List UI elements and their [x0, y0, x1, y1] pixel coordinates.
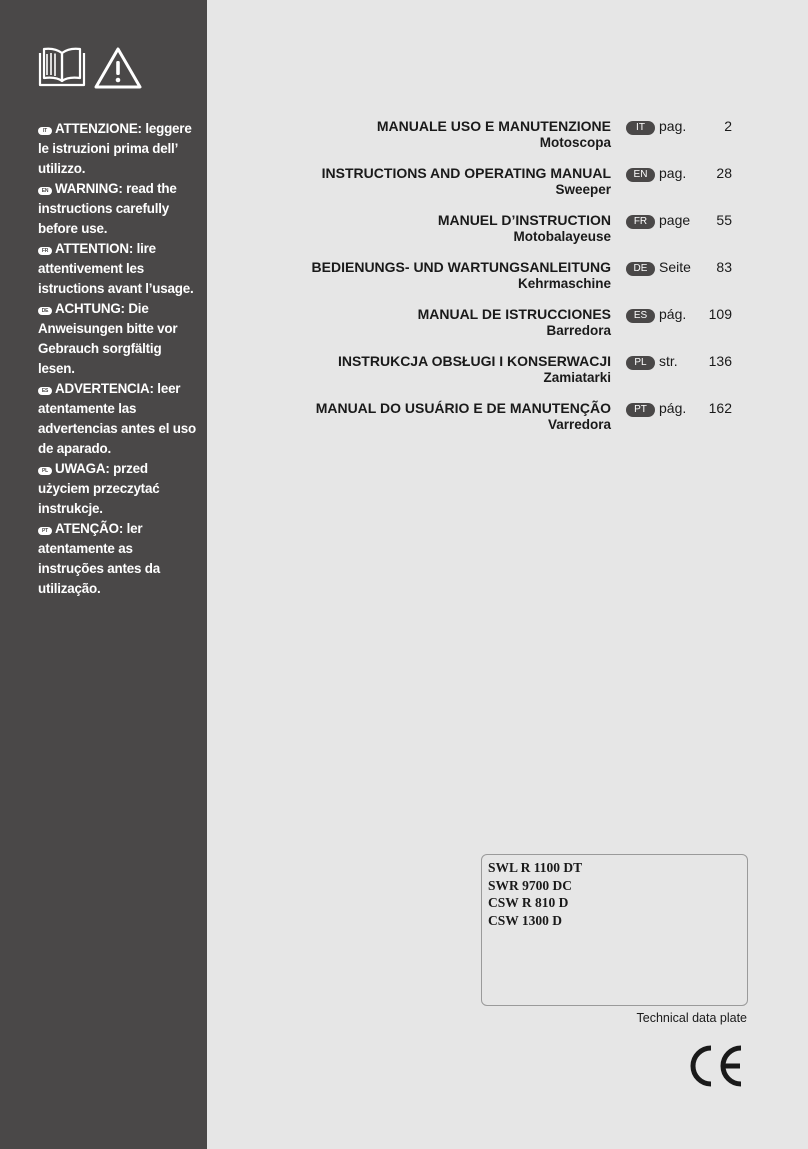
warning-text: UWAGA: przed użyciem przeczytać instrukcje.	[38, 461, 160, 516]
language-badge: PT	[626, 403, 655, 417]
warning-text: ATENÇÃO: ler atentamente as instruções antes da utilização.	[38, 521, 160, 596]
header-icons	[36, 45, 142, 89]
warning-pl	[38, 459, 200, 519]
warning-es	[38, 379, 200, 459]
warning-text: ACHTUNG: Die Anweisungen bitte vor Gebrauch sorgfältig lesen.	[38, 301, 178, 376]
table-of-contents	[290, 118, 750, 447]
warning-text: ATTENZIONE: leggere le istruzioni prima dell’ utilizzo.	[38, 121, 192, 176]
language-badge: DE	[626, 262, 655, 276]
model-name: SWL R 1100 DT	[488, 860, 583, 875]
warning-pt	[38, 519, 200, 599]
page-number: 162	[708, 400, 732, 416]
technical-data-plate	[481, 854, 748, 1006]
page-number: 2	[724, 118, 732, 134]
warning-text: ATTENTION: lire attentivement les istructions avant l’usage.	[38, 241, 194, 296]
page-number: 55	[716, 212, 732, 228]
flag-icon: DE	[38, 307, 52, 315]
page-number: 136	[708, 353, 732, 369]
model-list	[488, 859, 582, 929]
flag-icon: IT	[38, 127, 52, 135]
page-label: page	[659, 212, 691, 228]
page-label: str.	[659, 353, 678, 369]
toc-title: MANUAL DE ISTRUCCIONES	[417, 306, 611, 322]
page-number: 28	[716, 165, 732, 181]
toc-title: MANUALE USO E MANUTENZIONE	[376, 118, 611, 134]
toc-subtitle: Barredora	[546, 323, 611, 338]
toc-title: INSTRUKCJA OBSŁUGI I KONSERWACJI	[337, 353, 611, 369]
toc-subtitle: Zamiatarki	[543, 370, 611, 385]
toc-row-pt[interactable]	[290, 400, 750, 447]
warnings-list	[38, 119, 200, 599]
language-badge: ES	[626, 309, 655, 323]
page-label: pag.	[659, 118, 687, 134]
toc-title: MANUAL DO USUÁRIO E DE MANUTENÇÃO	[315, 400, 611, 416]
model-name: CSW R 810 D	[488, 895, 569, 910]
toc-subtitle: Motoscopa	[539, 135, 611, 150]
flag-icon: PT	[38, 527, 52, 535]
manual-book-icon	[40, 49, 84, 85]
model-name: CSW 1300 D	[488, 912, 563, 928]
sidebar	[0, 0, 207, 1149]
toc-title: MANUEL D’INSTRUCTION	[437, 212, 611, 228]
warning-text: ADVERTENCIA: leer atentamente las advertencias antes el uso de aparado.	[38, 381, 196, 456]
plate-caption: Technical data plate	[636, 1011, 747, 1025]
toc-row-es[interactable]	[290, 306, 750, 353]
toc-row-en[interactable]	[290, 165, 750, 212]
language-badge: PL	[626, 356, 655, 370]
warning-it	[38, 119, 200, 179]
flag-icon: FR	[38, 247, 52, 255]
flag-icon: EN	[38, 187, 52, 195]
warning-de	[38, 299, 200, 379]
flag-icon: PL	[38, 467, 52, 475]
toc-subtitle: Varredora	[547, 417, 611, 432]
toc-subtitle: Motobalayeuse	[513, 229, 611, 244]
warning-en	[38, 179, 200, 239]
toc-subtitle: Sweeper	[555, 182, 611, 197]
toc-row-it[interactable]	[290, 118, 750, 165]
warning-text: WARNING: read the instructions carefully before use.	[38, 181, 177, 236]
toc-row-fr[interactable]	[290, 212, 750, 259]
toc-row-de[interactable]	[290, 259, 750, 306]
page-number: 109	[708, 306, 732, 322]
toc-row-pl[interactable]	[290, 353, 750, 400]
page-label: pág.	[659, 400, 687, 416]
flag-icon: ES	[38, 387, 52, 395]
warning-triangle-icon	[96, 49, 140, 87]
language-badge: FR	[626, 215, 655, 229]
language-badge: EN	[626, 168, 655, 182]
ce-mark-icon	[686, 1043, 748, 1094]
model-name: SWR 9700 DC	[488, 877, 573, 893]
page-label: pág.	[659, 306, 687, 322]
page-label: Seite	[659, 259, 691, 275]
page-label: pag.	[659, 165, 687, 181]
page-number: 83	[716, 259, 732, 275]
toc-title: BEDIENUNGS- UND WARTUNGSANLEITUNG	[311, 259, 611, 275]
warning-fr	[38, 239, 200, 299]
toc-subtitle: Kehrmaschine	[517, 276, 611, 291]
language-badge: IT	[626, 121, 655, 135]
toc-title: INSTRUCTIONS AND OPERATING MANUAL	[321, 165, 611, 181]
